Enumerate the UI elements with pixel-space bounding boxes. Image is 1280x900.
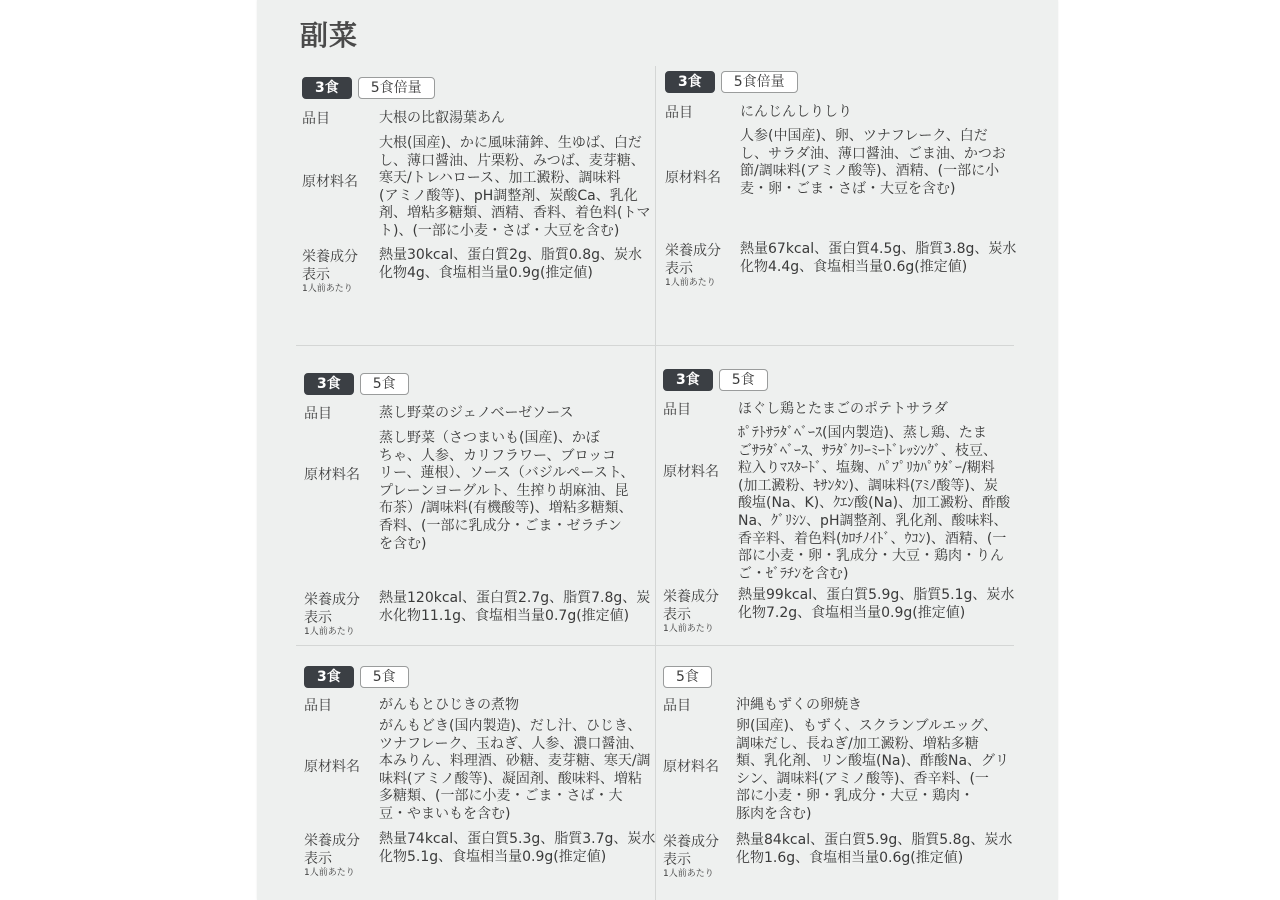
product-card: [663, 369, 1015, 634]
ingredients-label-text: 原材料名: [663, 464, 719, 480]
nutrition-label: [663, 588, 737, 635]
nutrition-label-line2: 表示: [304, 610, 332, 626]
ingredients-value: 卵(国産)、もずく、スクランブルエッグ、 調味だし、長ねぎ/加工澱粉、増粘多糖 類、乳化剤、リン酸塩(Na)、酢酸Na、グリ シン、調味料(アミノ酸等)、香辛料、(一 部に小麦・卵・乳成分・大豆・鶏肉・ 豚肉を含む): [736, 718, 1010, 822]
serving-tag-active: 3食: [304, 666, 354, 688]
ingredients-value: 人参(中国産)、卵、ツナフレーク、白だ し、サラダ油、薄口醤油、ごま油、かつお 節/調味料(アミノ酸等)、酒精、(一部に小 麦・卵・ごま・さば・大豆を含む): [740, 128, 1006, 197]
serving-tags: [302, 77, 441, 101]
nutrition-value: 熱量84kcal、蛋白質5.9g、脂質5.8g、炭水 化物1.6g、食塩相当量0.6g(推定値): [736, 832, 1013, 866]
nutrition-value: 熱量67kcal、蛋白質4.5g、脂質3.8g、炭水 化物4.4g、食塩相当量0.6g(推定値): [740, 241, 1017, 275]
ingredients-value: がんもどき(国内製造)、だし汁、ひじき、 ツナフレーク、玉ねぎ、人参、濃口醤油、 本みりん、料理酒、砂糖、麦芽糖、寒天/調 味料(アミノ酸等)、凝固剤、酸味料、増粘 多糖類、(一部に小麦・ごま・さば・大 豆・やまいもを含む): [379, 718, 651, 822]
item-name-value: がんもとひじきの煮物: [379, 697, 519, 713]
serving-tag-active: 3食: [302, 77, 352, 99]
item-name-label: [304, 697, 378, 715]
item-name-value: にんじんしりしり: [740, 104, 852, 120]
ingredients-label-text: 原材料名: [302, 174, 358, 190]
nutrition-label-line2: 表示: [663, 852, 691, 868]
item-label-text: 品目: [304, 406, 332, 422]
per-serving-note: 1人前あたり: [302, 284, 353, 294]
ingredients-value: ﾎﾟﾃﾄｻﾗﾀﾞﾍﾞｰｽ(国内製造)、蒸し鶏、たま ごｻﾗﾀﾞﾍﾞｰｽ、ｻﾗﾀﾞｸﾘｰﾐｰﾄﾞﾚｯｼﾝｸﾞ、枝豆、 粒入りﾏｽﾀｰﾄﾞ、塩麹、ﾊﾟﾌﾟﾘｶﾊﾟｳﾀﾞｰ/糊料 (加工澱粉、ｷｻﾝﾀﾝ)、調味料(ｱﾐﾉ酸等)、炭 酸塩(Na、K)、ｸｴﾝ酸(Na)、加工澱粉、酢酸 Na、ｸﾞﾘｼﾝ、pH調整剤、乳化剤、酸味料、 香辛料、着色料(ｶﾛﾁﾉｲﾄﾞ、ｳｺﾝ)、酒精、(一 部に小麦・卵・乳成分・大豆・鶏肉・りん ご・ｾﾞﾗﾁﾝを含む): [738, 425, 1011, 582]
nutrition-label-line1: 栄養成分: [304, 833, 360, 849]
product-card: [302, 77, 652, 307]
item-name-value: ほぐし鶏とたまごのポテトサラダ: [738, 401, 948, 417]
item-name-label: [663, 401, 737, 419]
item-name-value: 沖縄もずくの卵焼き: [736, 697, 862, 713]
nutrition-label: [302, 248, 376, 295]
per-serving-note: 1人前あたり: [304, 868, 355, 878]
serving-tag-active: 3食: [304, 373, 354, 395]
ingredients-label: [304, 758, 378, 776]
serving-tag-active: 3食: [665, 71, 715, 93]
nutrition-label-line1: 栄養成分: [302, 249, 358, 265]
serving-tags: [304, 373, 415, 397]
item-label-text: 品目: [304, 698, 332, 714]
ingredients-label-text: 原材料名: [663, 759, 719, 775]
item-name-value: 大根の比叡湯葉あん: [379, 110, 505, 126]
serving-tags: [304, 666, 415, 690]
serving-tags: [663, 666, 718, 690]
item-label-text: 品目: [663, 698, 691, 714]
item-name-label: [665, 104, 739, 122]
ingredients-label: [663, 758, 737, 776]
item-label-text: 品目: [302, 111, 330, 127]
item-name-label: [663, 697, 737, 715]
per-serving-note: 1人前あたり: [665, 278, 716, 288]
nutrition-label: [663, 833, 737, 880]
product-card: [304, 373, 654, 637]
per-serving-note: 1人前あたり: [304, 627, 355, 637]
ingredients-value: 大根(国産)、かに風味蒲鉾、生ゆば、白だ し、薄口醤油、片栗粉、みつば、麦芽糖、 寒天/トレハロース、加工澱粉、調味料 (アミノ酸等)、pH調整剤、炭酸Ca、乳化 剤、増粘多糖類、酒精、香料、着色料(トマ ト)、(一部に小麦・さば・大豆を含む): [379, 135, 651, 239]
ingredients-label-text: 原材料名: [304, 467, 360, 483]
nutrition-label-line1: 栄養成分: [663, 834, 719, 850]
ingredients-label-text: 原材料名: [304, 759, 360, 775]
nutrition-label-line2: 表示: [302, 267, 330, 283]
serving-tag: 5食: [663, 666, 712, 688]
ingredients-label-text: 原材料名: [665, 170, 721, 186]
page-title: 副菜: [300, 19, 359, 52]
item-name-value: 蒸し野菜のジェノベーゼソース: [379, 405, 574, 421]
serving-tags: [663, 369, 774, 393]
ingredients-value: 蒸し野菜（さつまいも(国産)、かぼ ちゃ、人参、カリフラワー、ブロッコ リー、蓮根）、ソース（バジルペースト、 プレーンヨーグルト、生搾り胡麻油、昆 布茶）/調味料(有機酸等)、増粘多糖類、 香料、(一部に乳成分・ごま・ゼラチン を含む): [379, 430, 635, 552]
nutrition-label: [665, 242, 739, 289]
nutrition-label-line2: 表示: [304, 851, 332, 867]
row-divider: [296, 645, 1014, 646]
item-label-text: 品目: [663, 402, 691, 418]
ingredients-label: [663, 463, 737, 481]
nutrition-label-line2: 表示: [665, 261, 693, 277]
serving-tag-active: 3食: [663, 369, 713, 391]
nutrition-value: 熱量99kcal、蛋白質5.9g、脂質5.1g、炭水 化物7.2g、食塩相当量0.9g(推定値): [738, 587, 1015, 621]
item-label-text: 品目: [665, 105, 693, 121]
nutrition-label-line1: 栄養成分: [304, 592, 360, 608]
serving-tag: 5食倍量: [358, 77, 435, 99]
serving-tag: 5食: [360, 666, 409, 688]
ingredients-label: [304, 466, 378, 484]
serving-tag: 5食: [360, 373, 409, 395]
nutrition-value: 熱量120kcal、蛋白質2.7g、脂質7.8g、炭 水化物11.1g、食塩相当量0.7g(推定値): [379, 590, 651, 624]
serving-tag: 5食倍量: [721, 71, 798, 93]
nutrition-label-line1: 栄養成分: [665, 243, 721, 259]
nutrition-label: [304, 832, 378, 879]
ingredients-label: [665, 169, 739, 187]
product-card: [665, 71, 1015, 301]
item-name-label: [302, 110, 376, 128]
nutrition-label: [304, 591, 378, 638]
per-serving-note: 1人前あたり: [663, 869, 714, 879]
nutrition-value: 熱量74kcal、蛋白質5.3g、脂質3.7g、炭水 化物5.1g、食塩相当量0.9g(推定値): [379, 831, 656, 865]
row-divider: [296, 345, 1014, 346]
per-serving-note: 1人前あたり: [663, 624, 714, 634]
ingredients-label: [302, 173, 376, 191]
product-card: [304, 666, 654, 896]
serving-tags: [665, 71, 804, 95]
nutrition-label-line2: 表示: [663, 607, 691, 623]
nutrition-label-line1: 栄養成分: [663, 589, 719, 605]
nutrition-value: 熱量30kcal、蛋白質2g、脂質0.8g、炭水 化物4g、食塩相当量0.9g(推定値): [379, 247, 643, 281]
serving-tag: 5食: [719, 369, 768, 391]
item-name-label: [304, 405, 378, 423]
product-card: [663, 666, 1013, 896]
